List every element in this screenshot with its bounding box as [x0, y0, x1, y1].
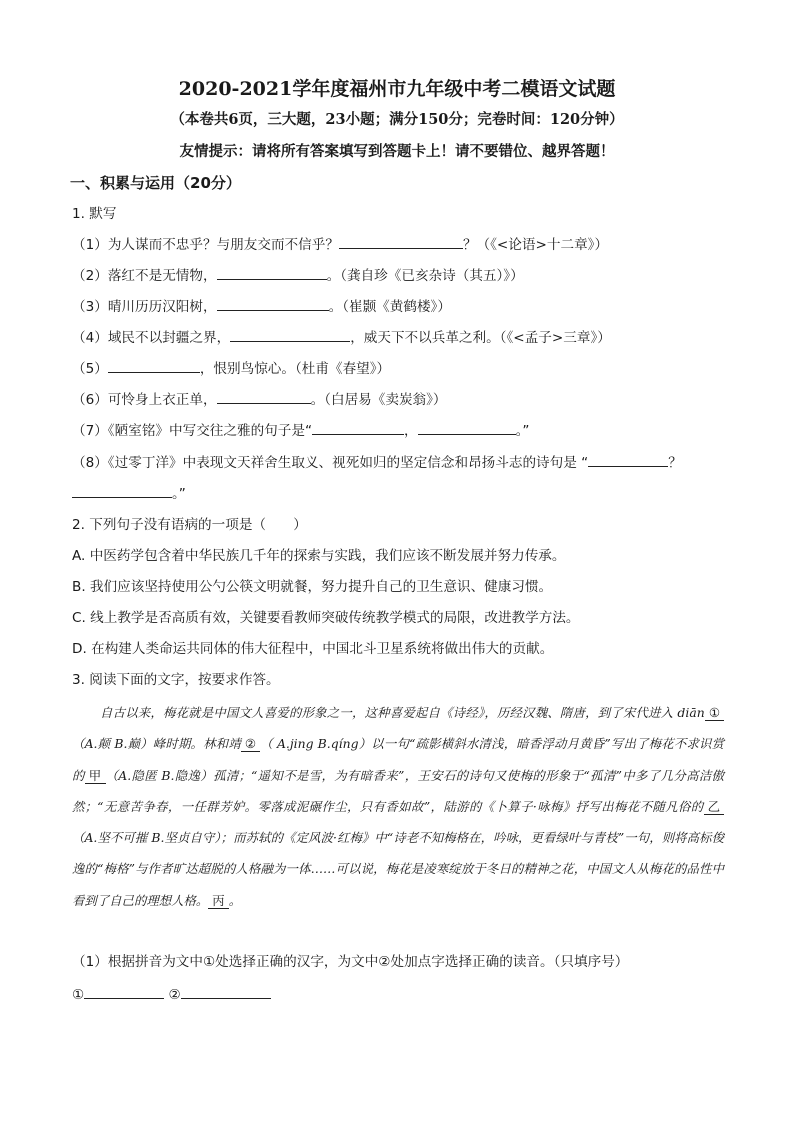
blank-marker-yi: 乙 [704, 799, 724, 815]
answer-blank[interactable] [108, 358, 200, 373]
exam-title: 2020-2021学年度福州市九年级中考二模语文试题 [178, 78, 616, 100]
q1-item-5: （5） ，恨别鸟惊心。（杜甫《春望》） [72, 358, 390, 379]
q3-passage: 自古以来，梅花就是中国文人喜爱的形象之一，这种喜爱起自《诗经》，历经汉魏、隋唐，到了宋代进入 diān ①（A.颠 B.巅）峰时期。林和靖 ② （ A.jing B.qíng）以一句“疏影横斜水清浅，暗香浮动月黄昏”写出了梅花不求识赏的 甲 （A.隐匿 B.隐逸）孤清；“遥知不是雪，为有暗香来”，王安石的诗句又使梅的形象于“孤清”中多了几分高洁傲然；“无意苦争春，一任群芳妒。零落成泥碾作尘，只有香如故”，陆游的《卜算子·咏梅》抒写出梅花不随凡俗的 乙（A.坚不可摧 B.坚贞自守）；而苏轼的《定风波·红梅》中“诗老不知梅格在，吟咏，更看绿叶与青枝”一句，则将高标俊逸的“梅格”与作者旷达超脱的人格融为一体……可以说，梅花是凌寒绽放于冬日的精神之花，中国文人从梅花的品性中看到了自己的理想人格。 丙 。 [72, 705, 725, 908]
q2-option-a: A. 中医药学包含着中华民族几千年的探索与实践，我们应该不断发展并努力传承。 [72, 548, 566, 564]
exam-info: （本卷共6页，三大题，23小题；满分150分；完卷时间：120分钟） [170, 111, 624, 128]
answer-blank[interactable] [588, 452, 668, 467]
q2-option-b: B. 我们应该坚持使用公勺公筷文明就餐，努力提升自己的卫生意识、健康习惯。 [72, 579, 553, 595]
q1-item-6: （6）可怜身上衣正单， 。（白居易《卖炭翁》） [72, 389, 447, 410]
blank-marker-2: ② [241, 736, 260, 752]
exam-tip: 友情提示：请将所有答案填写到答题卡上！请不要错位、越界答题！ [179, 143, 615, 160]
blank-marker-jia: 甲 [85, 768, 106, 784]
blank-marker-bing: 丙 [208, 893, 228, 909]
q1-item-7: （7）《陋室铭》中写交往之雅的句子是“ ， 。” [72, 420, 529, 441]
answer-blank[interactable] [230, 327, 350, 342]
answer-blank[interactable] [312, 420, 404, 435]
q2-option-d: D. 在构建人类命运共同体的伟大征程中，中国北斗卫星系统将做出伟大的贡献。 [72, 641, 554, 657]
q3-stem: 3. 阅读下面的文字，按要求作答。 [72, 672, 280, 688]
answer-blank[interactable] [84, 984, 164, 999]
q1-item-2: （2）落红不是无情物， 。（龚自珍《已亥杂诗（其五）》） [72, 265, 524, 286]
blank-marker-1: ① [705, 705, 724, 721]
q1-item-4: （4）域民不以封疆之界， ，威天下不以兵革之利。（《<孟子>三章》） [72, 327, 611, 348]
q1-item-3: （3）晴川历历汉阳树， 。（崔颢《黄鹤楼》） [72, 296, 451, 317]
q1-label: 1. 默写 [72, 206, 117, 222]
q3-sub1: （1）根据拼音为文中①处选择正确的汉字，为文中②处加点字选择正确的读音。（只填序号） [72, 954, 629, 970]
q2-option-c: C. 线上教学是否高质有效，关键要看教师突破传统教学模式的局限，改进教学方法。 [72, 610, 580, 626]
q1-item-1: （1）为人谋而不忠乎？与朋友交而不信乎？ ？（《<论语>十二章》） [72, 234, 608, 255]
section-heading: 一、积累与运用（20分） [70, 174, 241, 192]
answer-blank[interactable] [217, 265, 327, 280]
answer-blank[interactable] [217, 389, 311, 404]
q1-item-8-cont: 。” [72, 483, 186, 504]
q3-sub1-answers: ① ② [72, 984, 271, 1003]
answer-blank[interactable] [72, 483, 172, 498]
q1-item-8: （8）《过零丁洋》中表现文天祥舍生取义、视死如归的坚定信念和昂扬斗志的诗句是 “ ？ [72, 452, 682, 473]
answer-blank[interactable] [181, 984, 271, 999]
q2-stem: 2. 下列句子没有语病的一项是（ ） [72, 517, 307, 533]
answer-blank[interactable] [418, 420, 516, 435]
answer-blank[interactable] [339, 234, 463, 249]
answer-blank[interactable] [217, 296, 329, 311]
